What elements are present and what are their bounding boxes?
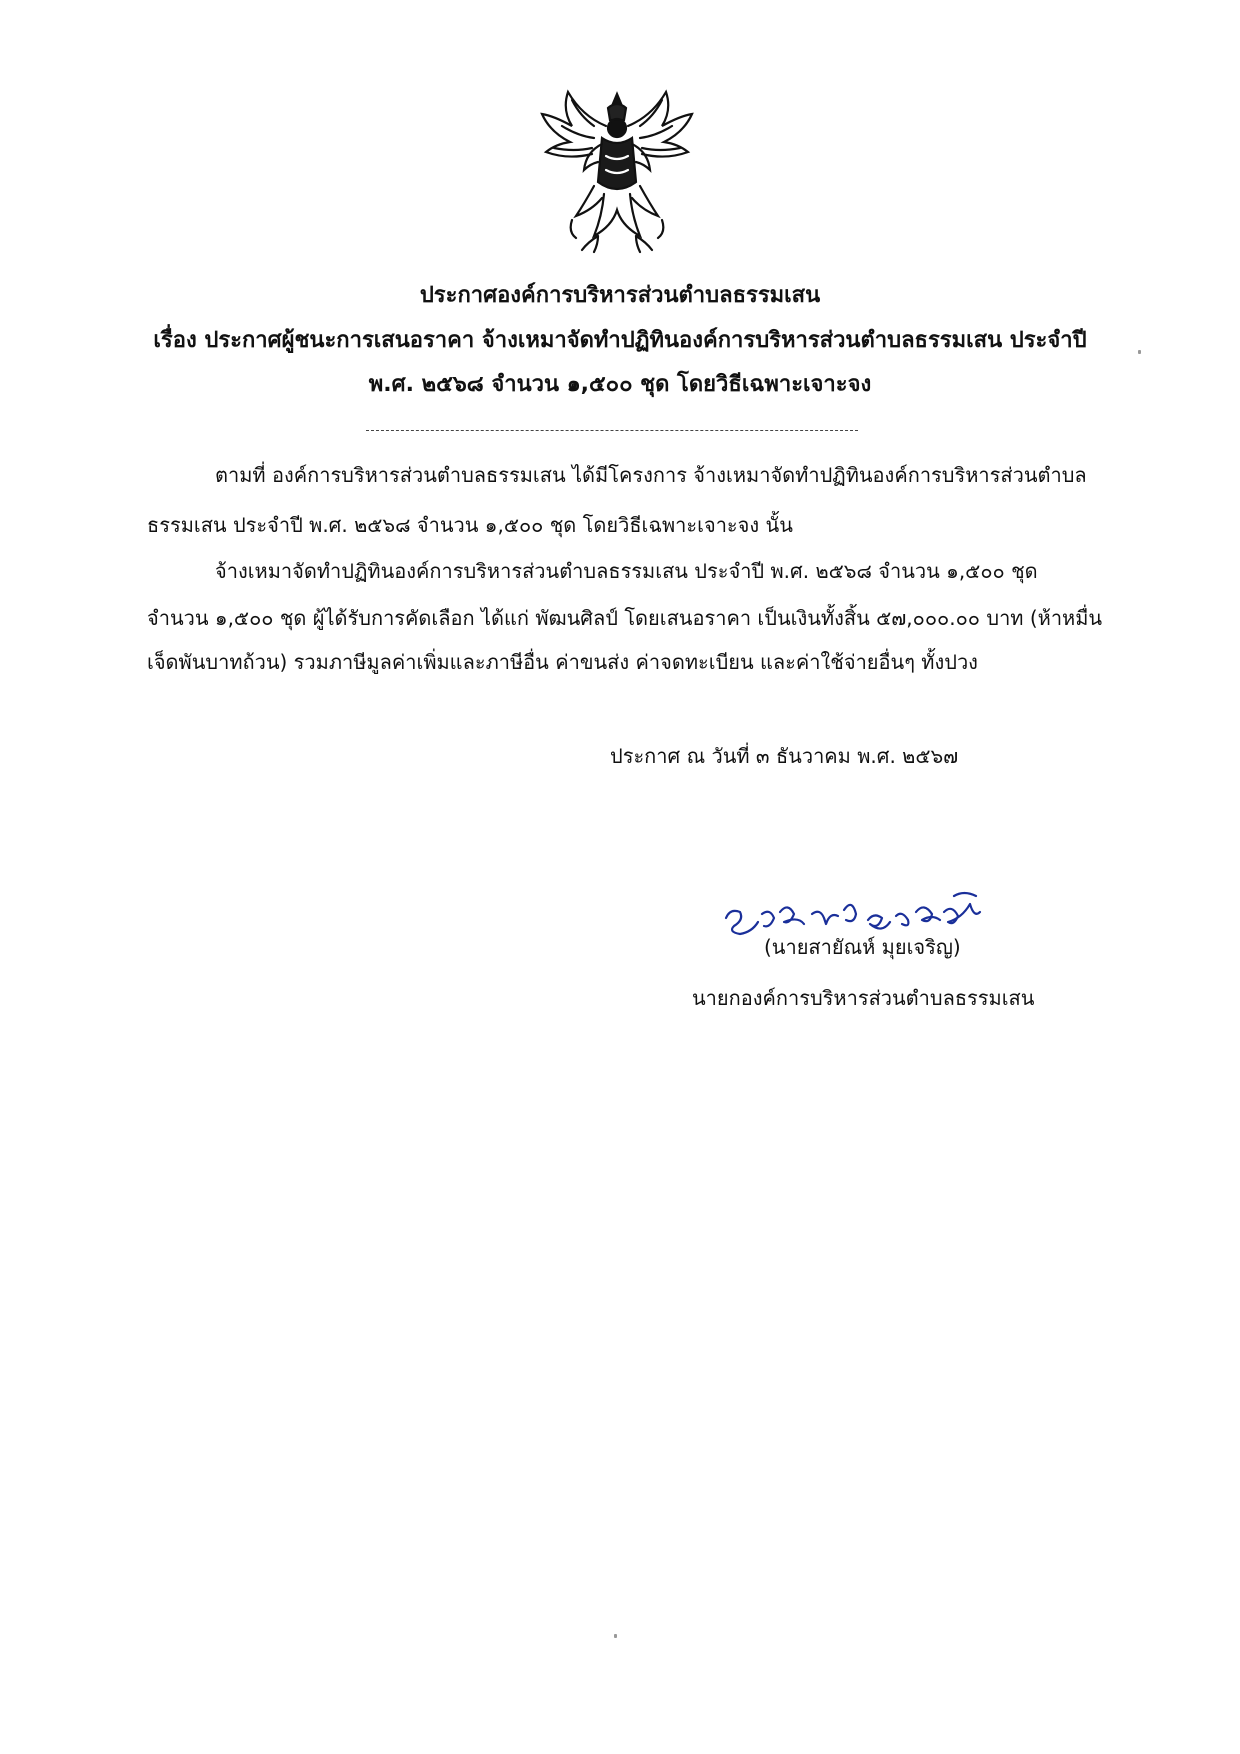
- paragraph-1-line-2: ธรรมเสน ประจำปี พ.ศ. ๒๕๖๘ จำนวน ๑,๕๐๐ ชุด โดยวิธีเฉพาะเจาะจง นั้น: [147, 513, 793, 537]
- paragraph-2-line-2: จำนวน ๑,๕๐๐ ชุด ผู้ได้รับการคัดเลือก ได้แก่ พัฒนศิลป์ โดยเสนอราคา เป็นเงินทั้งสิ้น ๕๗,๐๐๐.๐๐ บาท (ห้าหมื่น: [147, 606, 1103, 630]
- signer-name: (นายสายัณห์ มุยเจริญ): [764, 935, 961, 959]
- paragraph-2-line-3: เจ็ดพันบาทถ้วน) รวมภาษีมูลค่าเพิ่มและภาษีอื่น ค่าขนส่ง ค่าจดทะเบียน และค่าใช้จ่ายอื่นๆ ทั้งปวง: [147, 650, 978, 674]
- announcement-subject-cont: พ.ศ. ๒๕๖๘ จำนวน ๑,๕๐๐ ชุด โดยวิธีเฉพาะเจาะจง: [368, 372, 872, 397]
- separator-line: [366, 430, 858, 431]
- announcement-date: ประกาศ ณ วันที่ ๓ ธันวาคม พ.ศ. ๒๕๖๗: [610, 744, 959, 768]
- signer-title: นายกองค์การบริหารส่วนตำบลธรรมเสน: [692, 986, 1035, 1010]
- garuda-emblem-icon: [532, 86, 702, 256]
- scan-speck: [614, 1634, 617, 1638]
- announcement-title: ประกาศองค์การบริหารส่วนตำบลธรรมเสน: [419, 283, 821, 308]
- paragraph-2-line-1: จ้างเหมาจัดทำปฏิทินองค์การบริหารส่วนตำบลธรรมเสน ประจำปี พ.ศ. ๒๕๖๘ จำนวน ๑,๕๐๐ ชุด: [215, 559, 1038, 583]
- scan-speck: [1138, 350, 1141, 354]
- paragraph-1-line-1: ตามที่ องค์การบริหารส่วนตำบลธรรมเสน ได้มีโครงการ จ้างเหมาจัดทำปฏิทินองค์การบริหารส่วนตำบล: [215, 463, 1087, 487]
- announcement-subject: เรื่อง ประกาศผู้ชนะการเสนอราคา จ้างเหมาจัดทำปฏิทินองค์การบริหารส่วนตำบลธรรมเสน ประจำปี: [153, 328, 1087, 353]
